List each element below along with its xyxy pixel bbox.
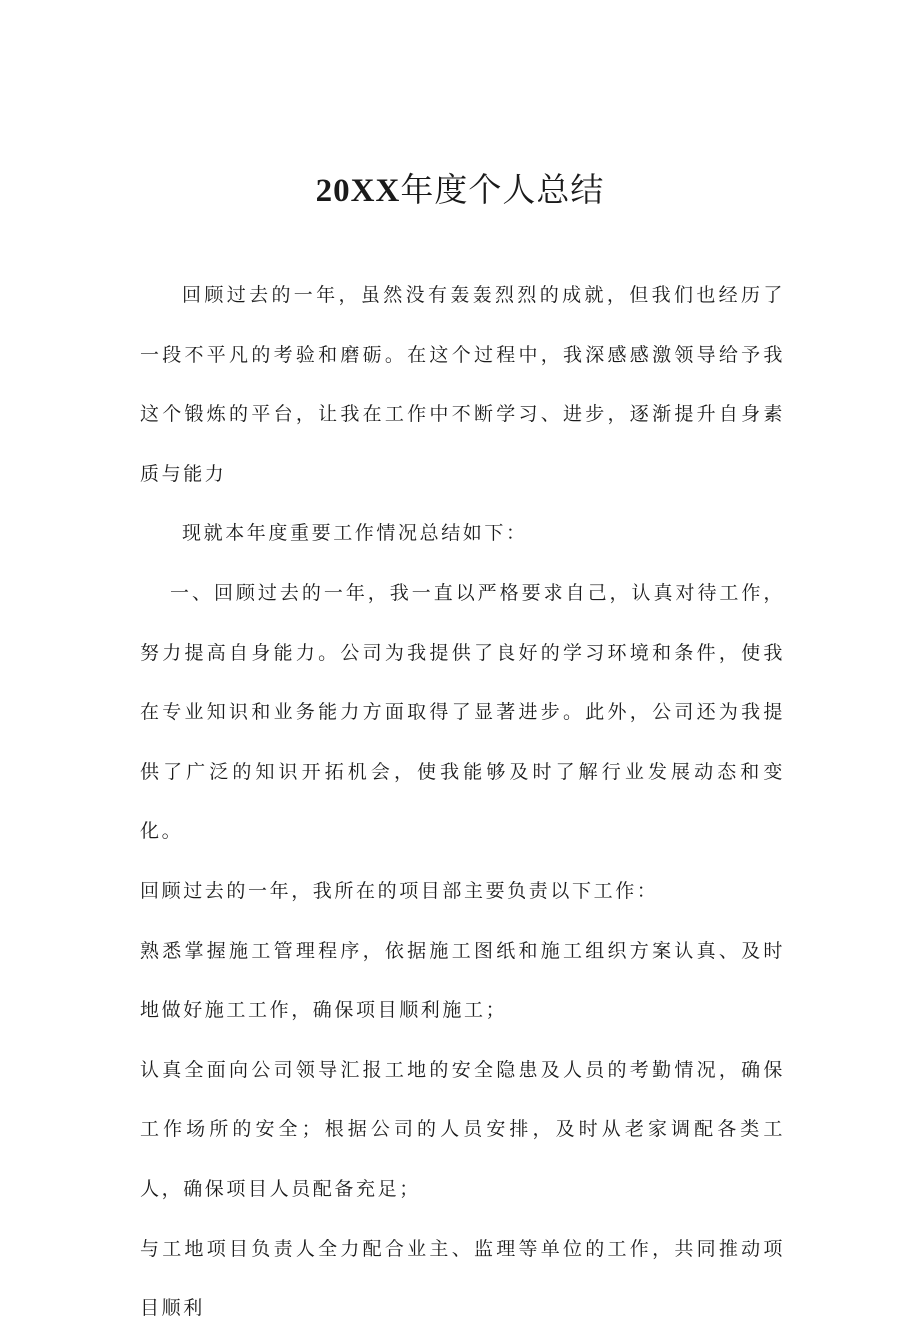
title-year: 20XX	[315, 173, 401, 210]
paragraph-summary-lead: 现就本年度重要工作情况总结如下：	[182, 522, 528, 545]
paragraph-intro: 回顾过去的一年，虽然没有轰轰烈烈的成就，但我们也经历了一段不平凡的考验和磨砺。在这个过程中，我深感感激领导给予我这个锻炼的平台，让我在工作中不断学习、进步，逐渐提升自身素质与能力	[140, 284, 785, 485]
paragraph-section-one: 一、回顾过去的一年，我一直以严格要求自己，认真对待工作，努力提高自身能力。公司为我提供了良好的学习环境和条件，使我在专业知识和业务能力方面取得了显著进步。此外，公司还为我提供了广泛的知识开拓机会，使我能够及时了解行业发展动态和变化。	[140, 581, 785, 843]
paragraph-duty-construction: 熟悉掌握施工管理程序，依据施工图纸和施工组织方案认真、及时地做好施工工作，确保项目顺利施工；	[140, 939, 785, 1022]
title-text: 年度个人总结	[400, 170, 605, 210]
document-body	[140, 266, 785, 1339]
paragraph-duty-safety: 认真全面向公司领导汇报工地的安全隐患及人员的考勤情况，确保工作场所的安全；根据公司的人员安排，及时从老家调配各类工人，确保项目人员配备充足；	[140, 1058, 785, 1200]
document-title	[0, 160, 920, 221]
paragraph-duty-coordination: 与工地项目负责人全力配合业主、监理等单位的工作，共同推动项目顺利	[140, 1237, 785, 1320]
paragraph-project-duties: 回顾过去的一年，我所在的项目部主要负责以下工作：	[140, 879, 659, 902]
